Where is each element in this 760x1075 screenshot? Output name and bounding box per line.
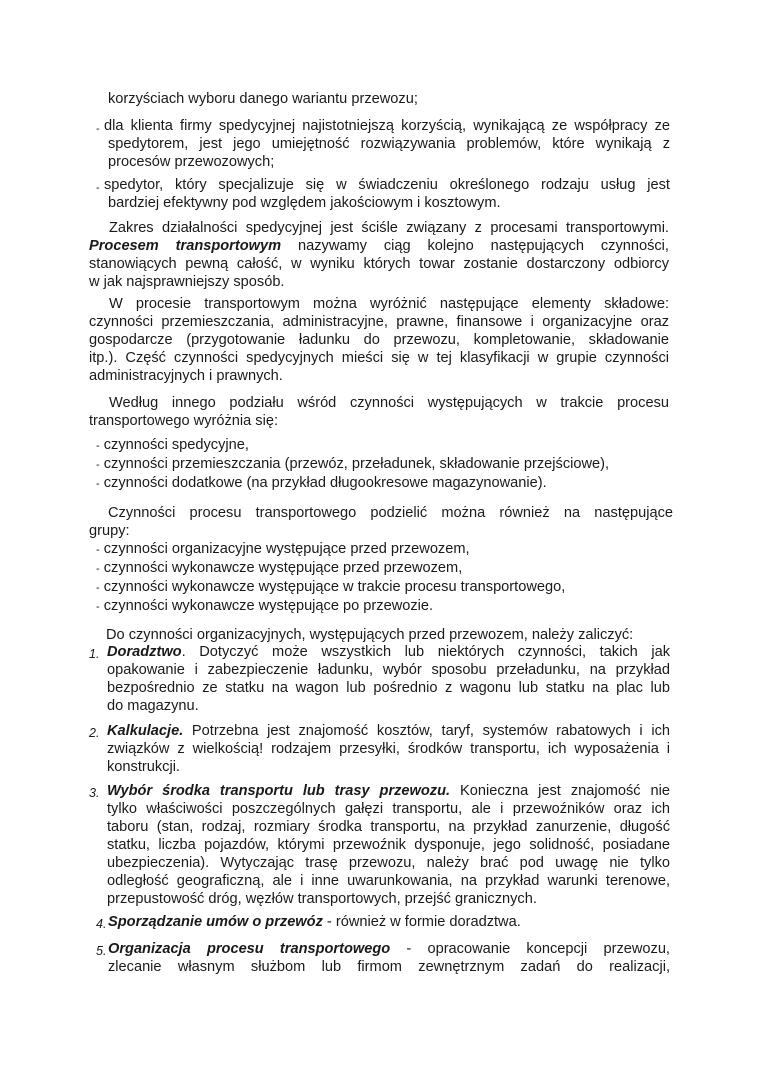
text-line: bardziej efektywny pod względem jakościowym i kosztowym.: [108, 195, 501, 211]
text-line: stanowiących pewną całość, w wyniku których towar zostanie dostarczony odbiorcy: [89, 256, 669, 272]
text-line: [107, 782, 670, 800]
text-line: [107, 643, 670, 661]
text-line: w jak najsprawniejszy sposób.: [89, 274, 285, 290]
list-number: 1.: [89, 647, 100, 661]
text-line: Do czynności organizacyjnych, występujących przed przewozem, należy zaliczyć:: [106, 627, 634, 643]
text-line: Według innego podziału wśród czynności występujących w trakcie procesu: [109, 395, 669, 411]
text-line: [108, 940, 670, 958]
text-fragment: Potrzebna jest znajomość kosztów, taryf, systemów rabatowych i ich: [183, 723, 670, 739]
list-number: 4.: [96, 917, 107, 931]
text-line: administracyjnych i prawnych.: [89, 368, 283, 384]
text-line: Czynności procesu transportowego podzielić można również na następujące: [108, 505, 673, 521]
list-item: - czynności spedycyjne,: [96, 437, 249, 453]
text-fragment: - opracowanie koncepcji przewozu,: [390, 941, 670, 957]
text-line: zlecanie własnym służbom lub firmom zewnętrznym zadań do realizacji,: [108, 959, 670, 975]
text-line: itp.). Część czynności spedycyjnych mieści się w tej klasyfikacji w grupie czynności: [89, 350, 669, 366]
bullet-dash: -: [96, 123, 100, 135]
text-line: dla klienta firmy spedycyjnej najistotniejszą korzyścią, wynikającą ze współpracy ze: [104, 118, 670, 134]
bullet-client: [104, 117, 670, 171]
list-number: 2.: [89, 726, 100, 740]
text-line: spedytor, który specjalizuje się w świadczeniu określonego rodzaju usług jest: [104, 177, 670, 193]
text-fragment: - również w formie doradztwa.: [322, 914, 521, 930]
list-item-text: czynności przemieszczania (przewóz, przeładunek, składowanie przejściowe),: [103, 456, 610, 472]
text-line: [107, 722, 670, 740]
term: Wybór środka transportu lub trasy przewozu.: [107, 783, 451, 799]
text-line: czynności przemieszczania, administracyjne, prawne, finansowe i organizacyjne oraz: [89, 314, 669, 330]
text-fragment: nazywamy ciąg kolejno następujących czynności,: [281, 238, 669, 254]
text-line: tylko właściwości poszczególnych gałęzi transportu, ale i przewoźników oraz ich: [107, 801, 670, 817]
text-line: przepustowość dróg, węzłów transportowych, przejść granicznych.: [107, 891, 537, 907]
term: Sporządzanie umów o przewóz: [108, 914, 323, 930]
list-item: - czynności dodatkowe (na przykład długookresowe magazynowanie).: [96, 475, 547, 491]
term-transport-process: Procesem transportowym: [89, 238, 282, 254]
list-item-text: czynności wykonawcze występujące po przewozie.: [103, 598, 434, 614]
text-line: spedytorem, jest jego umiejętność rozwiązywania problemów, które wynikają z: [108, 136, 670, 152]
text-fragment: Konieczna jest znajomość nie: [450, 783, 671, 799]
text-line: transportowego wyróżnia się:: [89, 413, 278, 429]
text-line: [89, 237, 669, 255]
paragraph-org-intro: [106, 626, 666, 644]
bullet-dash: -: [96, 182, 100, 194]
text-line: statku, liczba pojazdów, którymi przewoźnik dysponuje, jego solidność, posiadane: [107, 837, 670, 853]
text-line: W procesie transportowym można wyróżnić następujące elementy składowe:: [109, 296, 669, 312]
list-groups: [96, 540, 656, 616]
text-line: związków z wielkością! rodzajem przesyłki, środków transportu, ich wyposażenia i: [107, 741, 670, 757]
text-line: procesów przewozowych;: [108, 154, 275, 170]
text-line: [108, 913, 671, 931]
term: Organizacja procesu transportowego: [108, 941, 391, 957]
text-line: gospodarcze (przygotowanie ładunku do przewozu, kompletowanie, składowanie: [89, 332, 669, 348]
list-item-text: czynności spedycyjne,: [103, 437, 249, 453]
bullet-forwarder: [104, 176, 670, 212]
text-line: korzyściach wyboru danego wariantu przewozu;: [108, 91, 418, 107]
text-line: konstrukcji.: [107, 759, 180, 775]
text-line: Zakres działalności spedycyjnej jest ściśle związany z procesami transportowymi.: [109, 220, 669, 236]
numbered-item-calculations: [107, 722, 670, 776]
text-line: do magazynu.: [107, 698, 199, 714]
paragraph-division: [89, 394, 669, 430]
list-item: - czynności organizacyjne występujące przed przewozem,: [96, 541, 470, 557]
text-line: opakowanie i zabezpieczenie ładunku, wybór sposobu przeładunku, na przykład: [107, 662, 670, 678]
term: Doradztwo: [107, 644, 182, 660]
list-item-text: czynności wykonawcze występujące w trakcie procesu transportowego,: [103, 579, 566, 595]
list-item-text: czynności dodatkowe (na przykład długookresowe magazynowanie).: [103, 475, 547, 491]
paragraph-groups: [89, 504, 673, 540]
paragraph-scope: [89, 219, 669, 291]
list-item: - czynności wykonawcze występujące po przewozie.: [96, 598, 434, 614]
numbered-item-contracts: [108, 913, 671, 931]
text-line: bezpośrednio ze statku na wagon lub pośrednio z wagonu lub statku na plac lub: [107, 680, 670, 696]
term: Kalkulacje.: [107, 723, 184, 739]
text-line: taboru (stan, rodzaj, rozmiary środka transportu, na przykład zanurzenie, długość: [107, 819, 670, 835]
list-item: - czynności przemieszczania (przewóz, przeładunek, składowanie przejściowe),: [96, 456, 610, 472]
list-number: 5.: [96, 944, 107, 958]
intro-continuation: [108, 90, 508, 108]
text-line: ubezpieczenia). Wytyczając trasę przewozu, należy brać pod uwagę nie tylko: [107, 855, 670, 871]
list-item: - czynności wykonawcze występujące w trakcie procesu transportowego,: [96, 579, 566, 595]
paragraph-elements: [89, 295, 669, 385]
list-number: 3.: [89, 786, 100, 800]
list-item-text: czynności organizacyjne występujące przed przewozem,: [103, 541, 470, 557]
list-item-text: czynności wykonawcze występujące przed przewozem,: [103, 560, 463, 576]
text-line: grupy:: [89, 523, 130, 539]
numbered-item-transport-choice: [107, 782, 670, 908]
numbered-item-organization: [108, 940, 670, 976]
list-division: [96, 436, 656, 493]
list-item: - czynności wykonawcze występujące przed przewozem,: [96, 560, 463, 576]
text-fragment: . Dotyczyć może wszystkich lub niektórych czynności, takich jak: [181, 644, 670, 660]
text-line: odległość geograficzną, ale i inne uwarunkowania, na przykład warunki terenowe,: [107, 873, 670, 889]
numbered-item-consulting: [107, 643, 670, 715]
